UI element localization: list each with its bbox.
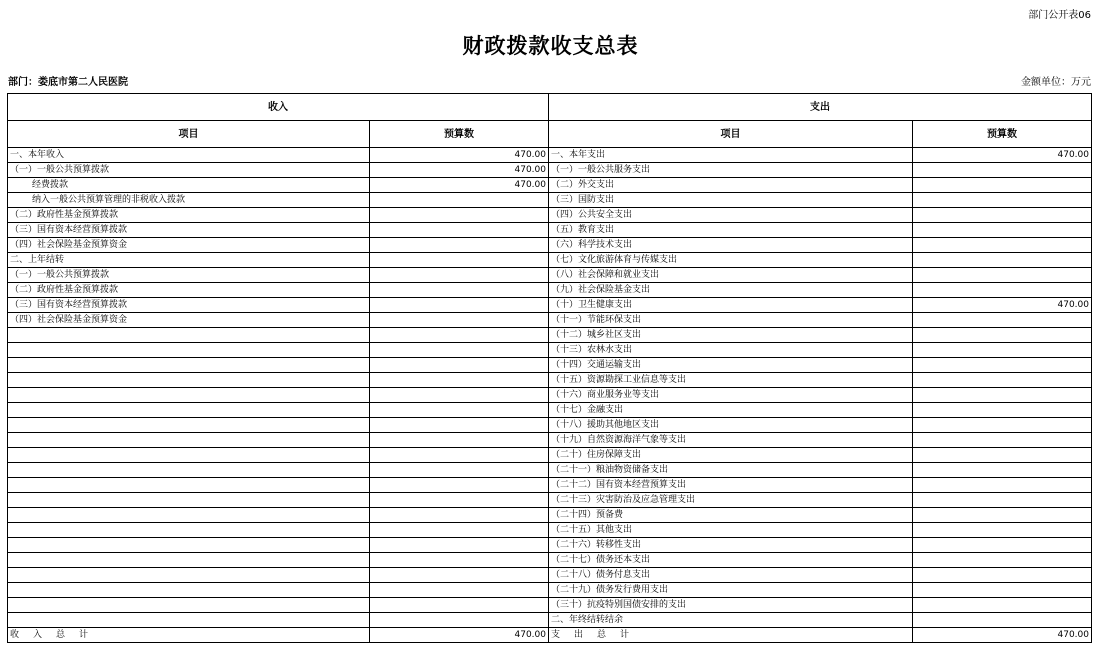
expense-item-cell: （十六）商业服务业等支出 [549,388,913,403]
income-amount-cell [370,463,549,478]
expense-amount-cell [913,208,1092,223]
income-amount-cell [370,523,549,538]
expense-amount-cell [913,343,1092,358]
unit-label: 金额单位：万元 [1021,77,1091,88]
income-amount-cell [370,553,549,568]
table-row [8,508,1092,523]
income-amount-cell: 470.00 [370,148,549,163]
income-item-cell [8,433,370,448]
expense-item-cell: （三）国防支出 [549,193,913,208]
table-row [8,178,1092,193]
expense-amount-cell [913,253,1092,268]
expense-item-cell: （十）卫生健康支出 [549,298,913,313]
table-row [8,373,1092,388]
expense-item-cell: 二、年终结转结余 [549,613,913,628]
expense-item-cell: （二十三）灾害防治及应急管理支出 [549,493,913,508]
expense-amount-cell [913,523,1092,538]
table-row [8,433,1092,448]
expense-amount-cell [913,598,1092,613]
income-amount-cell [370,313,549,328]
table-row [8,568,1092,583]
income-amount-cell [370,493,549,508]
expense-amount-cell [913,238,1092,253]
expense-amount-cell [913,613,1092,628]
income-item-cell [8,388,370,403]
expense-item-cell: （六）科学技术支出 [549,238,913,253]
income-item-cell: （三）国有资本经营预算拨款 [8,298,370,313]
table-header-row [8,94,1092,121]
expense-item-cell: （二十五）其他支出 [549,523,913,538]
expense-amount-cell [913,373,1092,388]
expense-amount-cell [913,583,1092,598]
income-amount-cell [370,193,549,208]
income-amount-cell [370,583,549,598]
table-row [8,238,1092,253]
table-row [8,328,1092,343]
table-row [8,148,1092,163]
expense-item-cell: （十二）城乡社区支出 [549,328,913,343]
form-code: 部门公开表06 [1028,10,1091,21]
table-row [8,418,1092,433]
income-item-cell [8,478,370,493]
income-item-cell: （二）政府性基金预算拨款 [8,283,370,298]
table-row [8,448,1092,463]
expense-item-cell: （二十二）国有资本经营预算支出 [549,478,913,493]
expense-amount-cell [913,328,1092,343]
expense-item-cell: （二十六）转移性支出 [549,538,913,553]
income-item-cell: （四）社会保险基金预算资金 [8,313,370,328]
income-item-cell [8,463,370,478]
income-item-header: 项目 [8,121,370,148]
expense-amount-cell [913,433,1092,448]
income-amount-cell [370,448,549,463]
income-amount-cell [370,538,549,553]
table-row [8,208,1092,223]
expense-header: 支出 [549,94,1092,121]
income-amount-cell [370,418,549,433]
expense-item-cell: （二十七）债务还本支出 [549,553,913,568]
expense-item-cell: （十五）资源勘探工业信息等支出 [549,373,913,388]
income-item-cell [8,373,370,388]
expense-amount-cell [913,553,1092,568]
income-item-cell: （三）国有资本经营预算拨款 [8,223,370,238]
expense-budget-header: 预算数 [913,121,1092,148]
expense-item-cell: （二）外交支出 [549,178,913,193]
expense-amount-cell [913,403,1092,418]
expense-item-cell: （五）教育支出 [549,223,913,238]
income-amount-cell [370,343,549,358]
table-row [8,493,1092,508]
table-row [8,283,1092,298]
expense-amount-cell [913,223,1092,238]
income-item-cell [8,613,370,628]
income-total-amount: 470.00 [370,628,549,643]
table-row [8,613,1092,628]
income-amount-cell [370,433,549,448]
income-item-cell [8,448,370,463]
expense-item-cell: （二十九）债务发行费用支出 [549,583,913,598]
totals-row [8,628,1092,643]
table-row [8,253,1092,268]
income-amount-cell [370,403,549,418]
expense-amount-cell [913,538,1092,553]
income-total-label: 收入总计 [8,628,370,643]
table-row [8,553,1092,568]
income-item-cell [8,418,370,433]
income-item-cell [8,508,370,523]
table-row [8,298,1092,313]
income-amount-cell [370,478,549,493]
income-amount-cell [370,298,549,313]
expense-amount-cell [913,448,1092,463]
expense-item-cell: （二十一）粮油物资储备支出 [549,463,913,478]
expense-amount-cell [913,358,1092,373]
table-row [8,193,1092,208]
expense-item-cell: （十一）节能环保支出 [549,313,913,328]
expense-amount-cell [913,313,1092,328]
expense-total-amount: 470.00 [913,628,1092,643]
income-item-cell: 经费拨款 [8,178,370,193]
income-amount-cell [370,208,549,223]
income-amount-cell [370,373,549,388]
table-row [8,313,1092,328]
income-item-cell [8,328,370,343]
income-item-cell [8,598,370,613]
expense-item-cell: （四）公共安全支出 [549,208,913,223]
table-row [8,403,1092,418]
income-item-cell [8,343,370,358]
table-row [8,358,1092,373]
income-amount-cell [370,223,549,238]
expense-amount-cell [913,568,1092,583]
income-amount-cell: 470.00 [370,178,549,193]
table-row [8,343,1092,358]
expense-item-cell: （七）文化旅游体育与传媒支出 [549,253,913,268]
expense-amount-cell [913,463,1092,478]
expense-total-label: 支出总计 [549,628,913,643]
expense-item-cell: （八）社会保障和就业支出 [549,268,913,283]
income-item-cell [8,553,370,568]
income-item-cell: （四）社会保险基金预算资金 [8,238,370,253]
table-subheader-row [8,121,1092,148]
expense-item-cell: 一、本年支出 [549,148,913,163]
income-item-cell: 一、本年收入 [8,148,370,163]
table-row [8,268,1092,283]
table-row [8,223,1092,238]
income-amount-cell [370,268,549,283]
expense-item-cell: （二十）住房保障支出 [549,448,913,463]
expense-item-cell: （十三）农林水支出 [549,343,913,358]
expense-item-cell: （十七）金融支出 [549,403,913,418]
income-amount-cell [370,253,549,268]
income-item-cell [8,358,370,373]
expense-amount-cell: 470.00 [913,298,1092,313]
income-item-cell [8,568,370,583]
income-item-cell: （一）一般公共预算拨款 [8,268,370,283]
expense-item-cell: （十八）援助其他地区支出 [549,418,913,433]
expense-item-cell: （九）社会保险基金支出 [549,283,913,298]
income-item-cell [8,538,370,553]
income-amount-cell [370,508,549,523]
income-amount-cell [370,613,549,628]
income-item-cell [8,583,370,598]
table-row [8,463,1092,478]
income-budget-header: 预算数 [370,121,549,148]
income-amount-cell [370,283,549,298]
expense-item-cell: （一）一般公共服务支出 [549,163,913,178]
expense-amount-cell [913,268,1092,283]
expense-amount-cell [913,493,1092,508]
expense-amount-cell [913,193,1092,208]
income-amount-cell [370,238,549,253]
expense-amount-cell [913,388,1092,403]
budget-summary-table [7,93,1092,643]
expense-item-cell: （十四）交通运输支出 [549,358,913,373]
expense-amount-cell [913,178,1092,193]
income-item-cell: 纳入一般公共预算管理的非税收入拨款 [8,193,370,208]
income-amount-cell [370,568,549,583]
income-amount-cell [370,388,549,403]
expense-amount-cell: 470.00 [913,148,1092,163]
income-amount-cell [370,358,549,373]
expense-item-cell: （十九）自然资源海洋气象等支出 [549,433,913,448]
expense-amount-cell [913,283,1092,298]
income-item-cell [8,523,370,538]
income-item-cell: （一）一般公共预算拨款 [8,163,370,178]
income-item-cell: 二、上年结转 [8,253,370,268]
table-row [8,478,1092,493]
expense-item-cell: （二十四）预备费 [549,508,913,523]
table-row [8,583,1092,598]
income-item-cell [8,493,370,508]
table-row [8,523,1092,538]
page-title: 财政拨款收支总表 [462,33,639,58]
expense-amount-cell [913,163,1092,178]
table-row [8,538,1092,553]
income-item-cell [8,403,370,418]
income-header: 收入 [8,94,549,121]
income-item-cell: （二）政府性基金预算拨款 [8,208,370,223]
expense-amount-cell [913,478,1092,493]
income-amount-cell [370,598,549,613]
expense-amount-cell [913,508,1092,523]
expense-item-cell: （三十）抗疫特别国债安排的支出 [549,598,913,613]
table-row [8,163,1092,178]
table-row [8,598,1092,613]
table-row [8,388,1092,403]
expense-amount-cell [913,418,1092,433]
income-amount-cell [370,328,549,343]
department-label: 部门：娄底市第二人民医院 [8,77,128,88]
expense-item-header: 项目 [549,121,913,148]
expense-item-cell: （二十八）债务付息支出 [549,568,913,583]
income-amount-cell: 470.00 [370,163,549,178]
